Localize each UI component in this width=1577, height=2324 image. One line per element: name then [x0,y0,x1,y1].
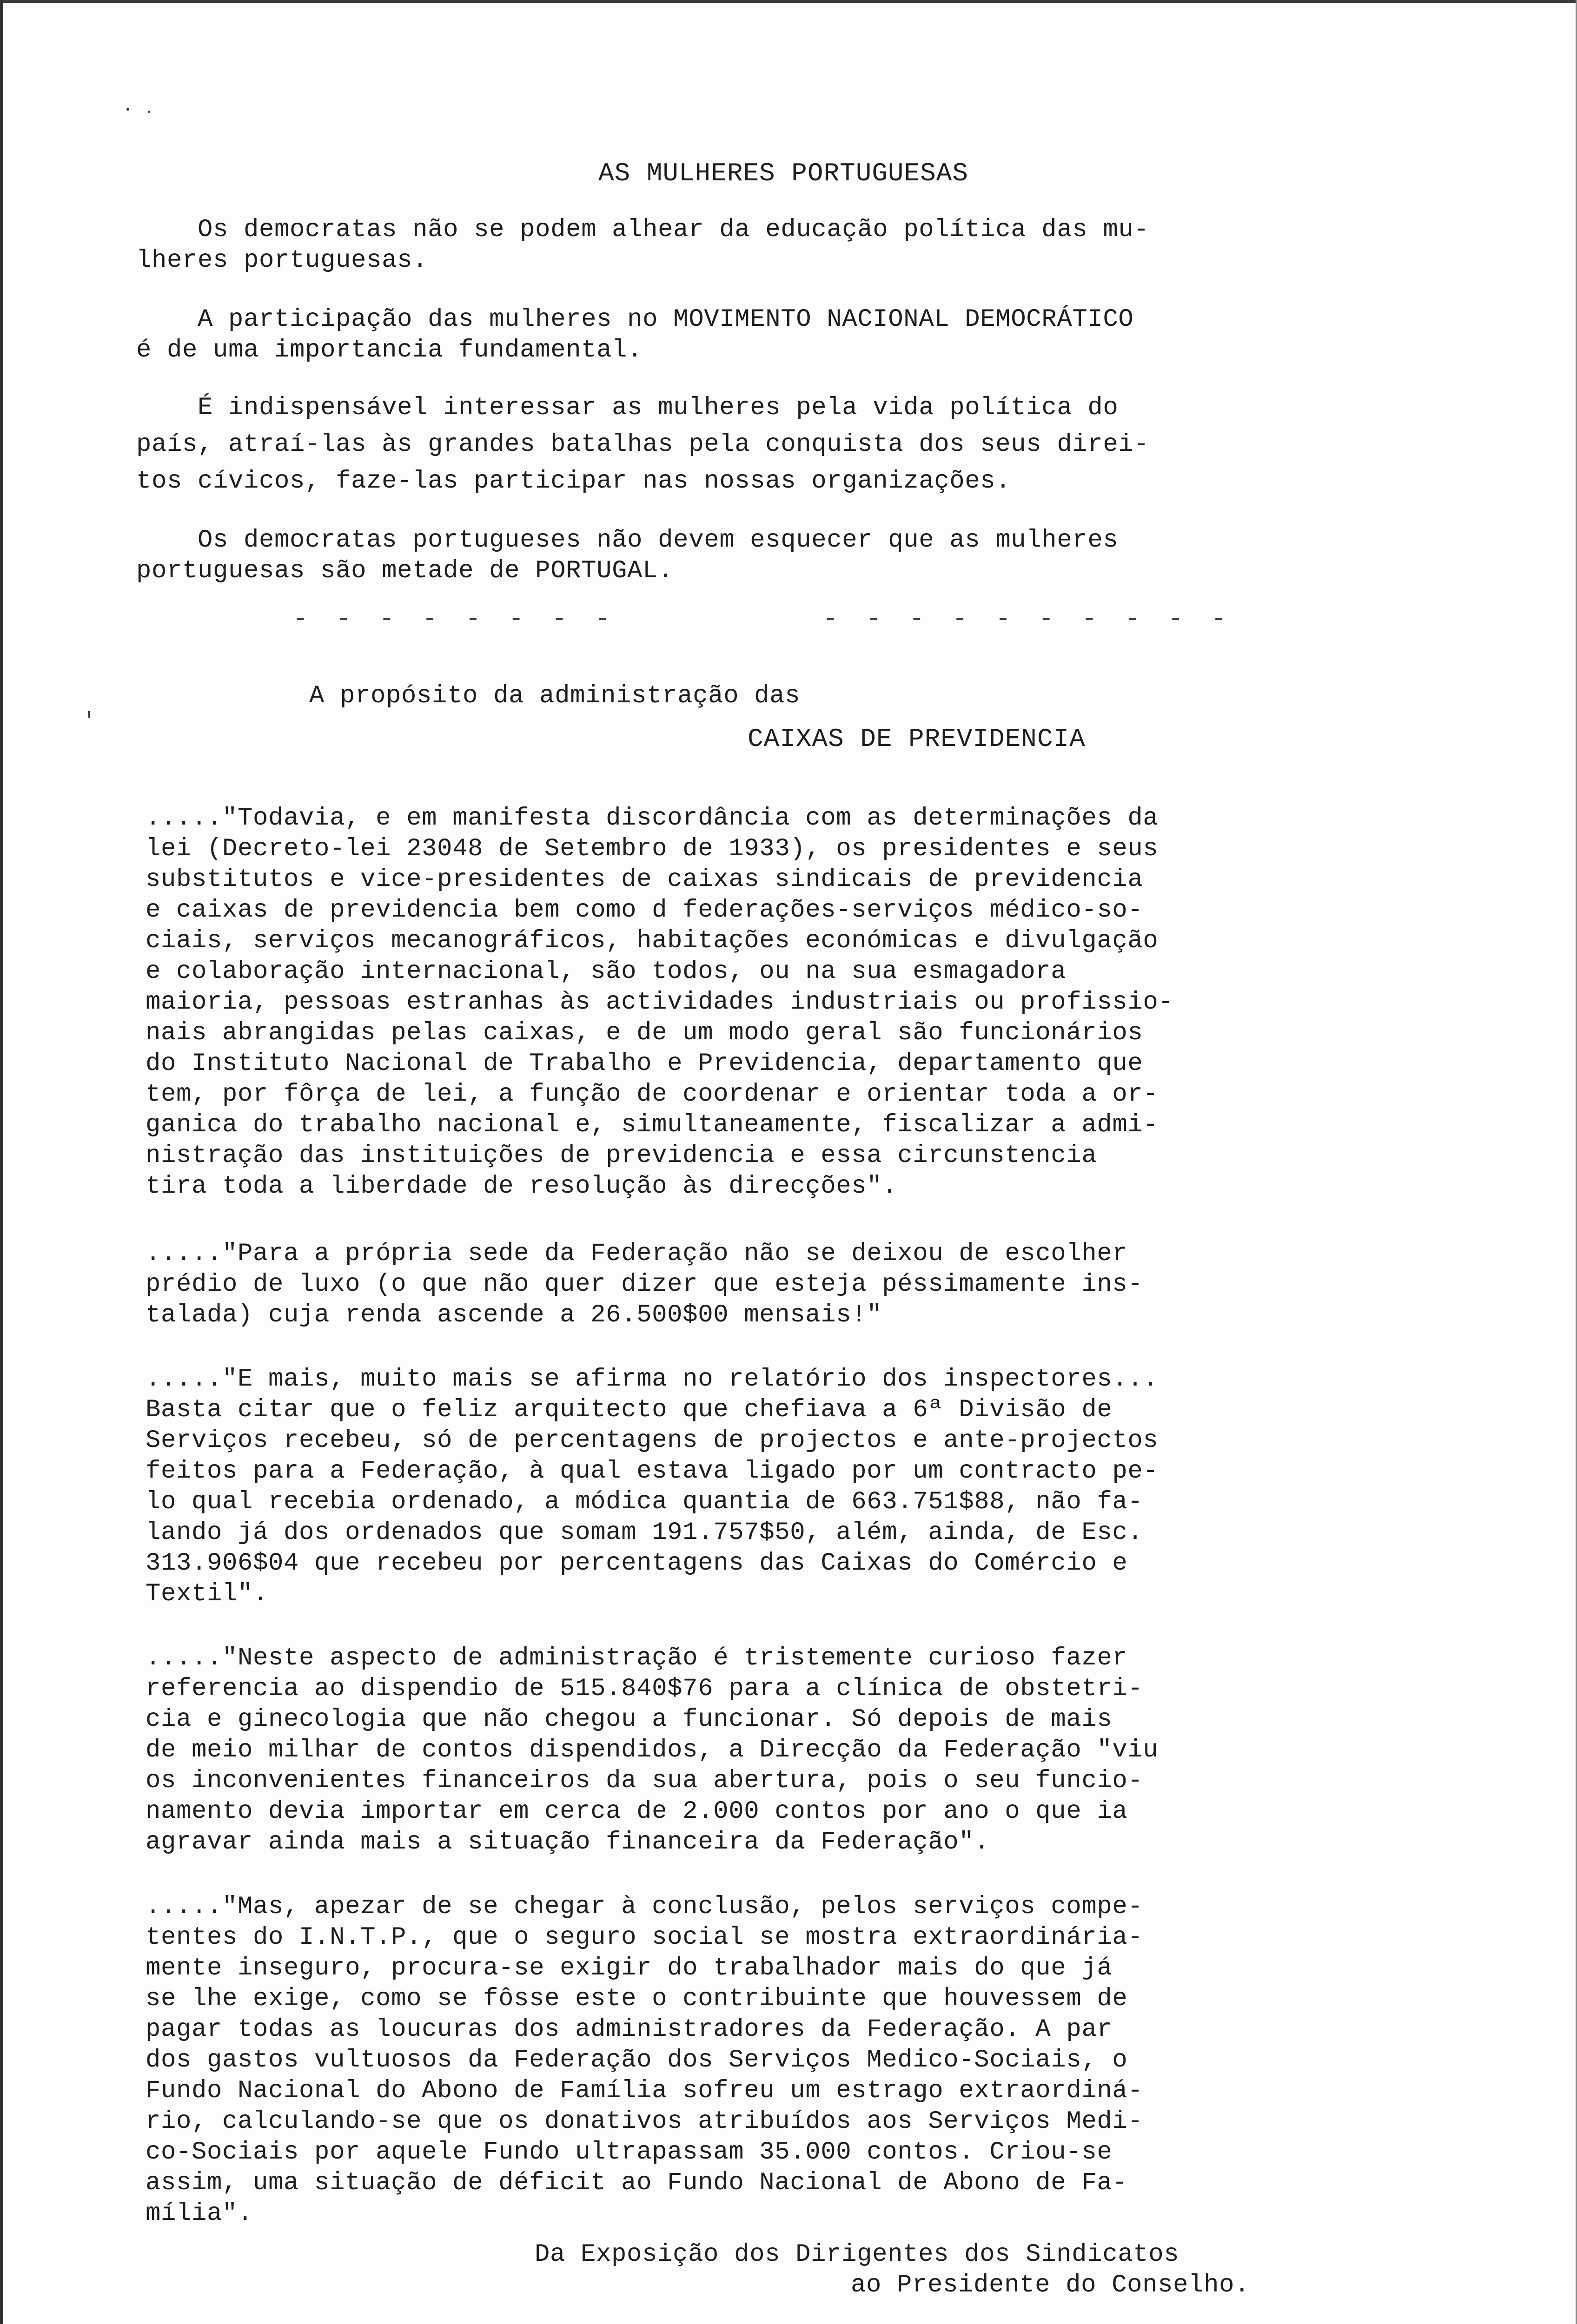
quote-line: Fundo Nacional do Abono de Família sofreu um estrago extraordiná- [146,2077,1143,2105]
quote-line: ....."E mais, muito mais se afirma no relatório dos inspectores... [146,1365,1159,1393]
intro-line: Os democratas não se podem alhear da educação política das mu- [136,216,1149,244]
quote-line: os inconvenientes financeiros da sua abertura, pois o seu funcio- [146,1767,1143,1795]
intro-line: portuguesas são metade de PORTUGAL. [136,557,674,585]
scan-speck [88,711,90,718]
intro-line: é de uma importancia fundamental. [136,336,643,364]
quote-line: lando já dos ordenados que somam 191.757$50, além, ainda, de Esc. [146,1519,1143,1547]
intro-line: É indispensável interessar as mulheres pela vida política do [136,394,1119,422]
quote-line: mília". [146,2199,253,2228]
quote-line: co-Sociais por aquele Fundo ultrapassam 35.000 contos. Criou-se [146,2138,1113,2166]
quote-line: rio, calculando-se que os donativos atribuídos aos Serviços Medi- [146,2107,1143,2136]
quote-line: ciais, serviços mecanográficos, habitações económicas e divulgação [146,927,1159,955]
signature-line-2: ao Presidente do Conselho. [851,2271,1250,2299]
quote-line: tira toda a liberdade de resolução às direcções". [146,1172,898,1201]
quote-line: cia e ginecologia que não chegou a funcionar. Só depois de mais [146,1705,1113,1734]
quote-line: ....."Mas, apezar de se chegar à conclusão, pelos serviços compe- [146,1893,1143,1921]
section-heading: A propósito da administração das [309,682,801,710]
quote-line: ....."Todavia, e em manifesta discordância com as determinações da [146,804,1159,832]
quote-line: e colaboração internacional, são todos, ou na sua esmagadora [146,957,1067,986]
quote-line: do Instituto Nacional de Trabalho e Previdencia, departamento que [146,1050,1143,1078]
scan-edge-top [0,0,1577,3]
intro-line: país, atraí-las às grandes batalhas pela conquista dos seus direi- [136,430,1149,459]
quote-line: feitos para a Federação, à qual estava ligado por um contracto pe- [146,1457,1159,1486]
intro-line: Os democratas portugueses não devem esquecer que as mulheres [136,526,1119,555]
separator-right: - - - - - - - - - - [823,605,1233,634]
quote-line: nistração das instituições de previdencia e essa circunstencia [146,1142,1097,1170]
quote-line: nais abrangidas pelas caixas, e de um modo geral são funcionários [146,1019,1143,1047]
quote-line: substitutos e vice-presidentes de caixas sindicais de previdencia [146,865,1143,894]
quote-line: e caixas de previdencia bem como d federações-serviços médico-so- [146,896,1143,924]
intro-line: lheres portuguesas. [136,246,428,275]
quote-line: assim, uma situação de déficit ao Fundo Nacional de Abono de Fa- [146,2169,1128,2197]
intro-line: A participação das mulheres no MOVIMENTO NACIONAL DEMOCRÁTICO [136,305,1134,334]
scan-edge-left [0,0,3,2324]
quote-line: talada) cuja renda ascende a 26.500$00 mensais!" [146,1301,882,1329]
quote-line: ....."Para a própria sede da Federação não se deixou de escolher [146,1240,1128,1268]
quote-line: lei (Decreto-lei 23048 de Setembro de 1933), os presidentes e seus [146,835,1159,863]
quote-line: ....."Neste aspecto de administração é tristemente curioso fazer [146,1644,1128,1672]
quote-line: de meio milhar de contos dispendidos, a Direcção da Federação "viu [146,1736,1159,1764]
section-subheading: CAIXAS DE PREVIDENCIA [748,724,1086,754]
quote-line: tentes do I.N.T.P., que o seguro social se mostra extraordinária- [146,1923,1143,1952]
quote-line: referencia ao dispendio de 515.840$76 para a clínica de obstetri- [146,1675,1143,1703]
quote-line: Basta citar que o feliz arquitecto que chefiava a 6ª Divisão de [146,1396,1113,1424]
quote-line: se lhe exige, como se fôsse este o contribuinte que houvessem de [146,1985,1128,2013]
quote-line: 313.906$04 que recebeu por percentagens das Caixas do Comércio e [146,1549,1128,1578]
quote-line: lo qual recebia ordenado, a módica quantia de 663.751$88, não fa- [146,1488,1143,1516]
quote-line: maioria, pessoas estranhas às actividades industriais ou profissio- [146,988,1174,1017]
quote-line: prédio de luxo (o que não quer dizer que esteja péssimamente ins- [146,1270,1143,1299]
quote-line: pagar todas as loucuras dos administradores da Federação. A par [146,2015,1113,2044]
intro-line: tos cívicos, faze-las participar nas nossas organizações. [136,467,1011,495]
quote-line: tem, por fôrça de lei, a função de coordenar e orientar toda a or- [146,1080,1159,1109]
quote-line: Textil". [146,1580,269,1608]
separator-left: - - - - - - - - [293,605,617,634]
quote-line: dos gastos vultuosos da Federação dos Serviços Medico-Sociais, o [146,2046,1128,2074]
scan-speck [148,111,150,113]
quote-line: mente inseguro, procura-se exigir do trabalhador mais do que já [146,1954,1113,1982]
scan-speck [126,108,129,111]
page-title: AS MULHERES PORTUGUESAS [598,158,968,188]
quote-line: namento devia importar em cerca de 2.000 contos por ano o que ia [146,1797,1128,1826]
quote-line: agravar ainda mais a situação financeira da Federação". [146,1828,990,1856]
quote-line: ganica do trabalho nacional e, simultaneamente, fiscalizar a admi- [146,1111,1159,1139]
signature-line-1: Da Exposição dos Dirigentes dos Sindicatos [535,2240,1179,2269]
quote-line: Serviços recebeu, só de percentagens de projectos e ante-projectos [146,1426,1159,1455]
